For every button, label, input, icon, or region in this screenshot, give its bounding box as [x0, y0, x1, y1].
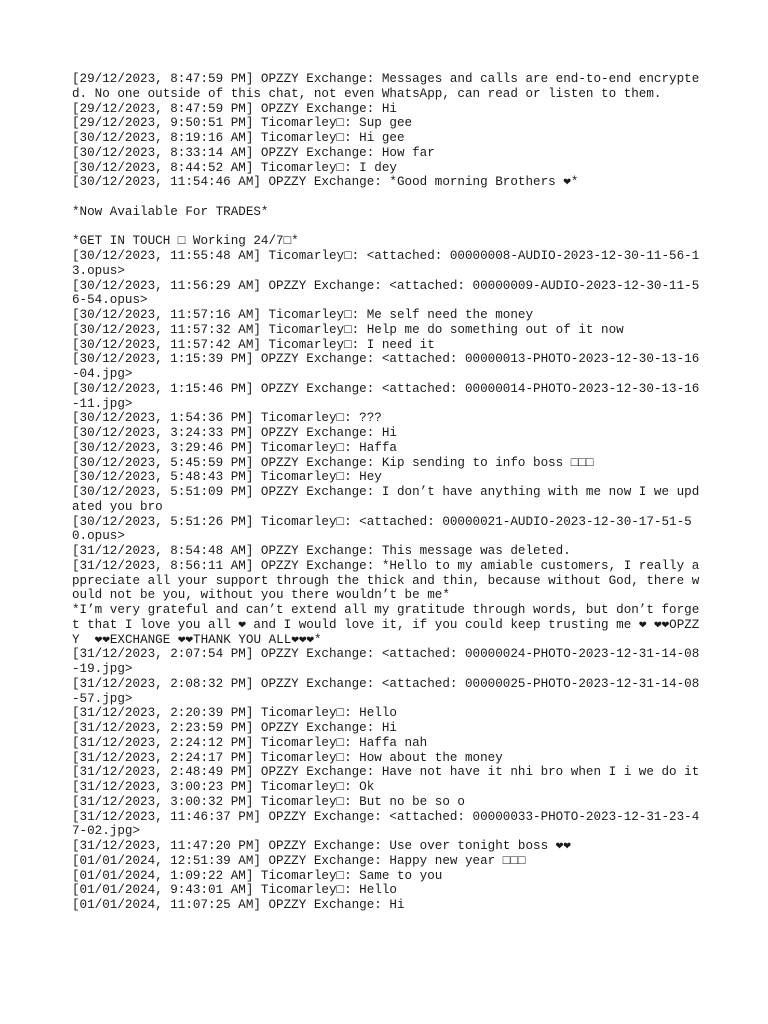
blank-line — [72, 190, 702, 205]
message-line: [31/12/2023, 2:24:12 PM] Ticomarley□: Haffa nah — [72, 735, 428, 750]
message-line: [30/12/2023, 5:45:59 PM] OPZZY Exchange: Kip sending to info boss □□□ — [72, 455, 594, 470]
message-line: [30/12/2023, 11:54:46 AM] OPZZY Exchange: *Good morning Brothers ❤* — [72, 175, 579, 190]
blank-line — [72, 220, 702, 235]
message-line: [30/12/2023, 5:48:43 PM] Ticomarley□: Hey — [72, 470, 382, 485]
message-line: [01/01/2024, 1:09:22 AM] Ticomarley□: Same to you — [72, 868, 443, 883]
message-line: [31/12/2023, 2:23:59 PM] OPZZY Exchange: Hi — [72, 721, 397, 735]
message-line: [31/12/2023, 2:48:49 PM] OPZZY Exchange: Have not have it nhi bro when I i we do it — [72, 765, 700, 780]
chat-transcript — [72, 72, 702, 913]
message-line: *Now Available For TRADES* — [72, 204, 269, 219]
message-line: [31/12/2023, 11:47:20 PM] OPZZY Exchange: Use over tonight boss ❤❤ — [72, 839, 571, 853]
message-line: [30/12/2023, 11:57:42 AM] Ticomarley□: I need it — [72, 337, 435, 352]
message-line: [30/12/2023, 11:55:48 AM] Ticomarley□: <attached: 00000008-AUDIO-2023-12-30-11-56-13.opus> — [72, 249, 700, 278]
message-line: *I’m very grateful and can’t extend all my gratitude through words, but don’t forget that I love you all ❤ and I would love it, if you could keep trusting me ❤ ❤❤OPZZY ❤❤EXCHANGE ❤❤THANK YOU ALL❤❤❤* — [72, 603, 700, 647]
message-line: [30/12/2023, 5:51:26 PM] Ticomarley□: <attached: 00000021-AUDIO-2023-12-30-17-51-50.opus> — [72, 514, 692, 544]
message-line: *GET IN TOUCH □ Working 24/7□* — [72, 234, 299, 249]
message-line: [31/12/2023, 2:24:17 PM] Ticomarley□: How about the money — [72, 750, 503, 765]
message-line: [30/12/2023, 8:33:14 AM] OPZZY Exchange: How far — [72, 145, 435, 160]
message-line: [01/01/2024, 11:07:25 AM] OPZZY Exchange: Hi — [72, 898, 405, 912]
message-line: [01/01/2024, 9:43:01 AM] Ticomarley□: Hello — [72, 883, 397, 898]
message-line: [31/12/2023, 3:00:32 PM] Ticomarley□: But no be so o — [72, 794, 465, 809]
message-line: [29/12/2023, 8:47:59 PM] OPZZY Exchange: Hi — [72, 101, 397, 116]
message-line: [01/01/2024, 12:51:39 AM] OPZZY Exchange: Happy new year □□□ — [72, 853, 526, 868]
message-line: [31/12/2023, 2:20:39 PM] Ticomarley□: Hello — [72, 706, 397, 721]
message-line: [30/12/2023, 1:15:39 PM] OPZZY Exchange: <attached: 00000013-PHOTO-2023-12-30-13-16-04.jpg> — [72, 352, 700, 381]
message-line: [30/12/2023, 11:57:32 AM] Ticomarley□: Help me do something out of it now — [72, 322, 624, 337]
message-line: [31/12/2023, 8:54:48 AM] OPZZY Exchange: This message was deleted. — [72, 544, 571, 558]
message-line: [29/12/2023, 8:47:59 PM] OPZZY Exchange: Messages and calls are end-to-end encrypted. No one outside of this chat, not even WhatsApp, can read or listen to them. — [72, 72, 700, 101]
message-line: [30/12/2023, 5:51:09 PM] OPZZY Exchange: I don’t have anything with me now I we updated you bro — [72, 485, 700, 514]
message-line: [31/12/2023, 11:46:37 PM] OPZZY Exchange: <attached: 00000033-PHOTO-2023-12-31-23-47-02.jpg> — [72, 809, 700, 839]
message-line: [31/12/2023, 2:08:32 PM] OPZZY Exchange: <attached: 00000025-PHOTO-2023-12-31-14-08-57.jpg> — [72, 676, 700, 706]
message-line: [30/12/2023, 1:15:46 PM] OPZZY Exchange: <attached: 00000014-PHOTO-2023-12-30-13-16-11.jpg> — [72, 381, 700, 411]
message-line: [30/12/2023, 1:54:36 PM] Ticomarley□: ??? — [72, 411, 382, 426]
message-line: [30/12/2023, 3:24:33 PM] OPZZY Exchange: Hi — [72, 426, 397, 440]
message-line: [30/12/2023, 11:56:29 AM] OPZZY Exchange: <attached: 00000009-AUDIO-2023-12-30-11-56-54.opus> — [72, 278, 700, 308]
message-line: [30/12/2023, 8:44:52 AM] Ticomarley□: I dey — [72, 160, 397, 175]
message-line: [31/12/2023, 2:07:54 PM] OPZZY Exchange: <attached: 00000024-PHOTO-2023-12-31-14-08-19.jpg> — [72, 647, 700, 676]
message-line: [30/12/2023, 3:29:46 PM] Ticomarley□: Haffa — [72, 440, 397, 455]
message-line: [30/12/2023, 11:57:16 AM] Ticomarley□: Me self need the money — [72, 308, 534, 322]
message-line: [31/12/2023, 3:00:23 PM] Ticomarley□: Ok — [72, 780, 375, 794]
message-line: [30/12/2023, 8:19:16 AM] Ticomarley□: Hi gee — [72, 131, 405, 145]
message-line: [31/12/2023, 8:56:11 AM] OPZZY Exchange: *Hello to my amiable customers, I really appreciate all your support through the thick and thin, because without God, there would not be you, without you there wouldn’t be me* — [72, 558, 700, 603]
message-line: [29/12/2023, 9:50:51 PM] Ticomarley□: Sup gee — [72, 116, 413, 131]
